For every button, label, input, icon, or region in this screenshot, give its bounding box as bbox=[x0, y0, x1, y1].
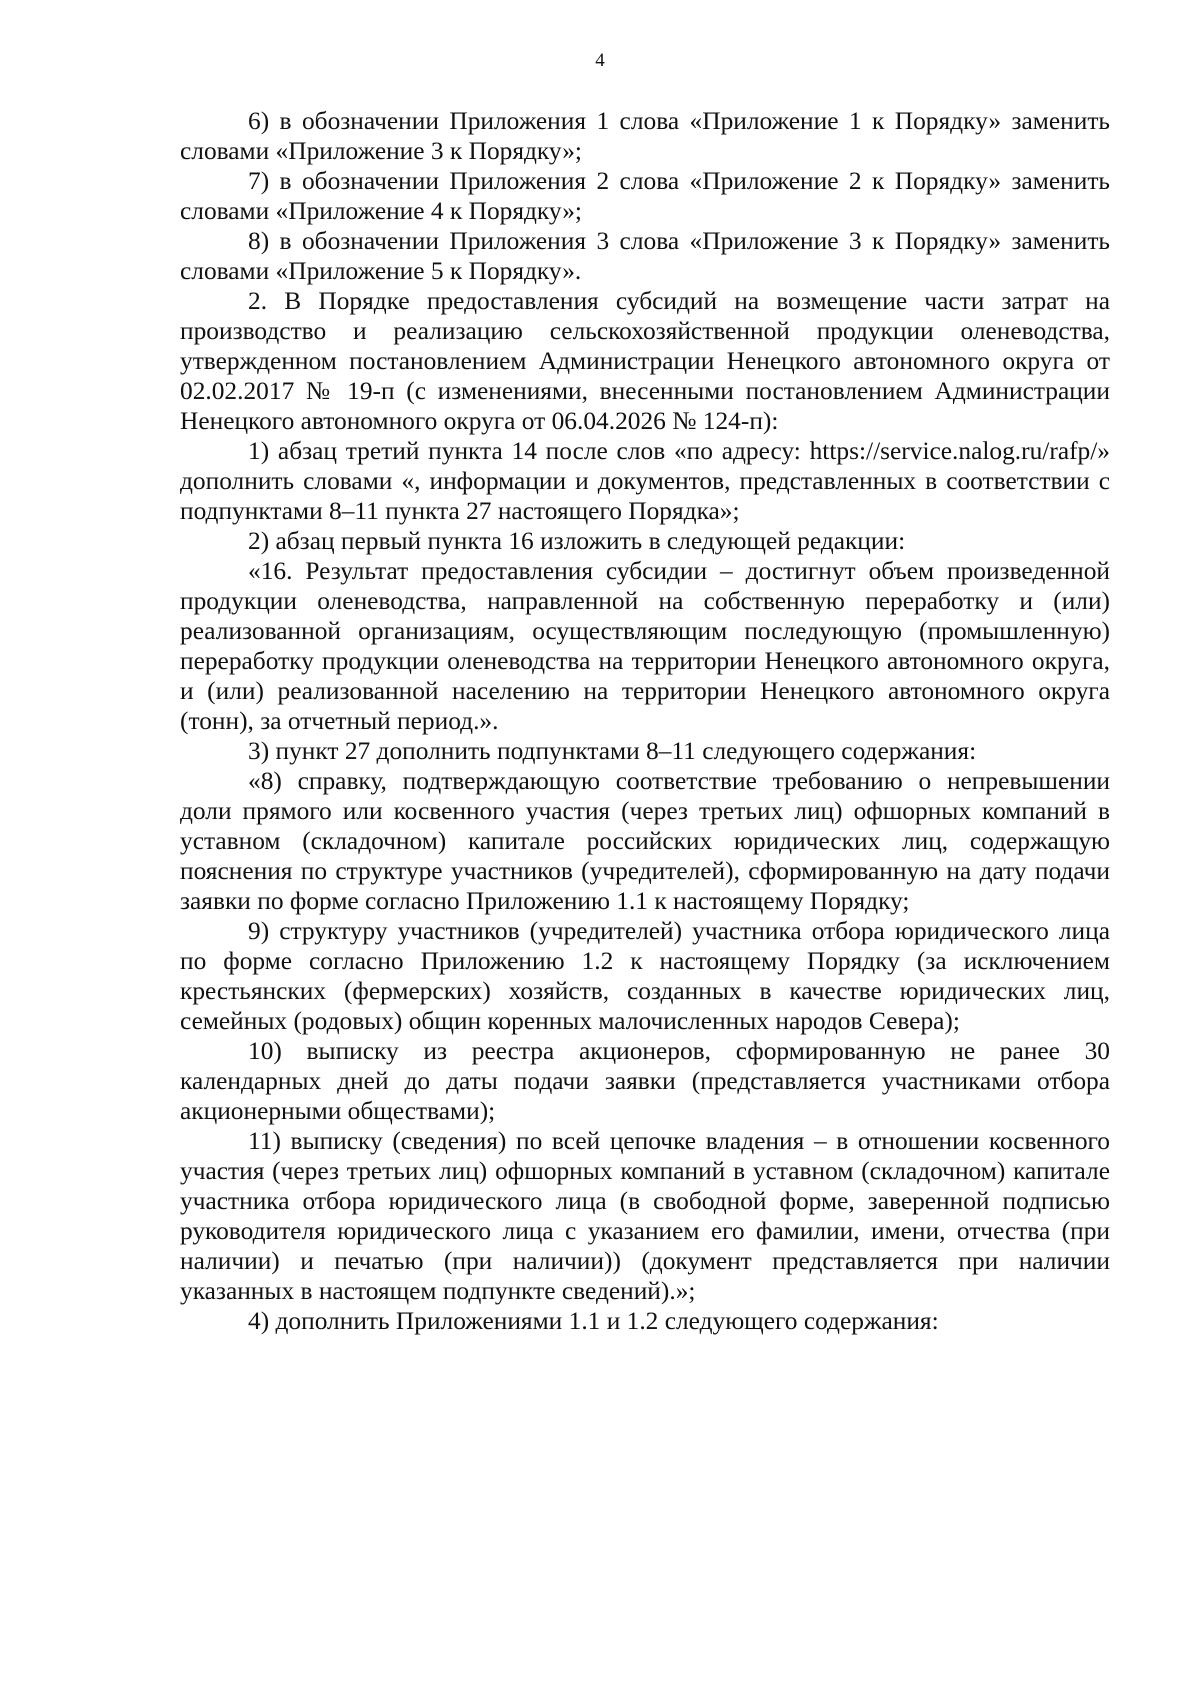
paragraph: «16. Результат предоставления субсидии – достигнут объем произведенной продукции оленеводства, направленной на собственную переработку и (или) реализованной организациям, осуществляющим последующую (промышленную) переработку продукции оленеводства на территории Ненецкого автономного округа, и (или) реализованной населению на территории Ненецкого автономного округа (тонн), за отчетный период.». bbox=[180, 557, 1110, 735]
paragraph: 3) пункт 27 дополнить подпунктами 8–11 следующего содержания: bbox=[248, 737, 977, 765]
paragraph: 8) в обозначении Приложения 3 слова «Приложение 3 к Порядку» заменить словами «Приложение 5 к Порядку». bbox=[180, 227, 1110, 285]
paragraph: 11) выписку (сведения) по всей цепочке владения – в отношении косвенного участия (через третьих лиц) офшорных компаний в уставном (складочном) капитале участника отбора юридического лица (в свободной форме, заверенной подписью руководителя юридического лица с указанием его фамилии, имени, отчества (при наличии) и печатью (при наличии)) (документ представляется при наличии указанных в настоящем подпункте сведений).»; bbox=[180, 1127, 1110, 1305]
paragraph: 9) структуру участников (учредителей) участника отбора юридического лица по форме согласно Приложению 1.2 к настоящему Порядку (за исключением крестьянских (фермерских) хозяйств, созданных в качестве юридических лиц, семейных (родовых) общин коренных малочисленных народов Севера); bbox=[180, 917, 1110, 1035]
paragraph: 6) в обозначении Приложения 1 слова «Приложение 1 к Порядку» заменить словами «Приложение 3 к Порядку»; bbox=[180, 107, 1110, 165]
document-body bbox=[180, 106, 1110, 1336]
paragraph: 2. В Порядке предоставления субсидий на возмещение части затрат на производство и реализацию сельскохозяйственной продукции оленеводства, утвержденном постановлением Администрации Ненецкого автономного округа от 02.02.2017 № 19-п (с изменениями, внесенными постановлением Администрации Ненецкого автономного округа от 06.04.2026 № 124-п): bbox=[180, 287, 1110, 435]
paragraph: 2) абзац первый пункта 16 изложить в следующей редакции: bbox=[248, 527, 906, 555]
paragraph: «8) справку, подтверждающую соответствие требованию о непревышении доли прямого или косвенного участия (через третьих лиц) офшорных компаний в уставном (складочном) капитале российских юридических лиц, содержащую пояснения по структуре участников (учредителей), сформированную на дату подачи заявки по форме согласно Приложению 1.1 к настоящему Порядку; bbox=[180, 767, 1110, 915]
page-number: 4 bbox=[595, 50, 605, 71]
paragraph: 4) дополнить Приложениями 1.1 и 1.2 следующего содержания: bbox=[248, 1307, 939, 1335]
paragraph: 7) в обозначении Приложения 2 слова «Приложение 2 к Порядку» заменить словами «Приложение 4 к Порядку»; bbox=[180, 167, 1110, 225]
paragraph: 10) выписку из реестра акционеров, сформированную не ранее 30 календарных дней до даты подачи заявки (представляется участниками отбора акционерными обществами); bbox=[180, 1037, 1110, 1125]
paragraph: 1) абзац третий пункта 14 после слов «по адресу: https://service.nalog.ru/rafp/» дополнить словами «, информации и документов, представленных в соответствии с подпунктами 8–11 пункта 27 настоящего Порядка»; bbox=[180, 437, 1110, 525]
